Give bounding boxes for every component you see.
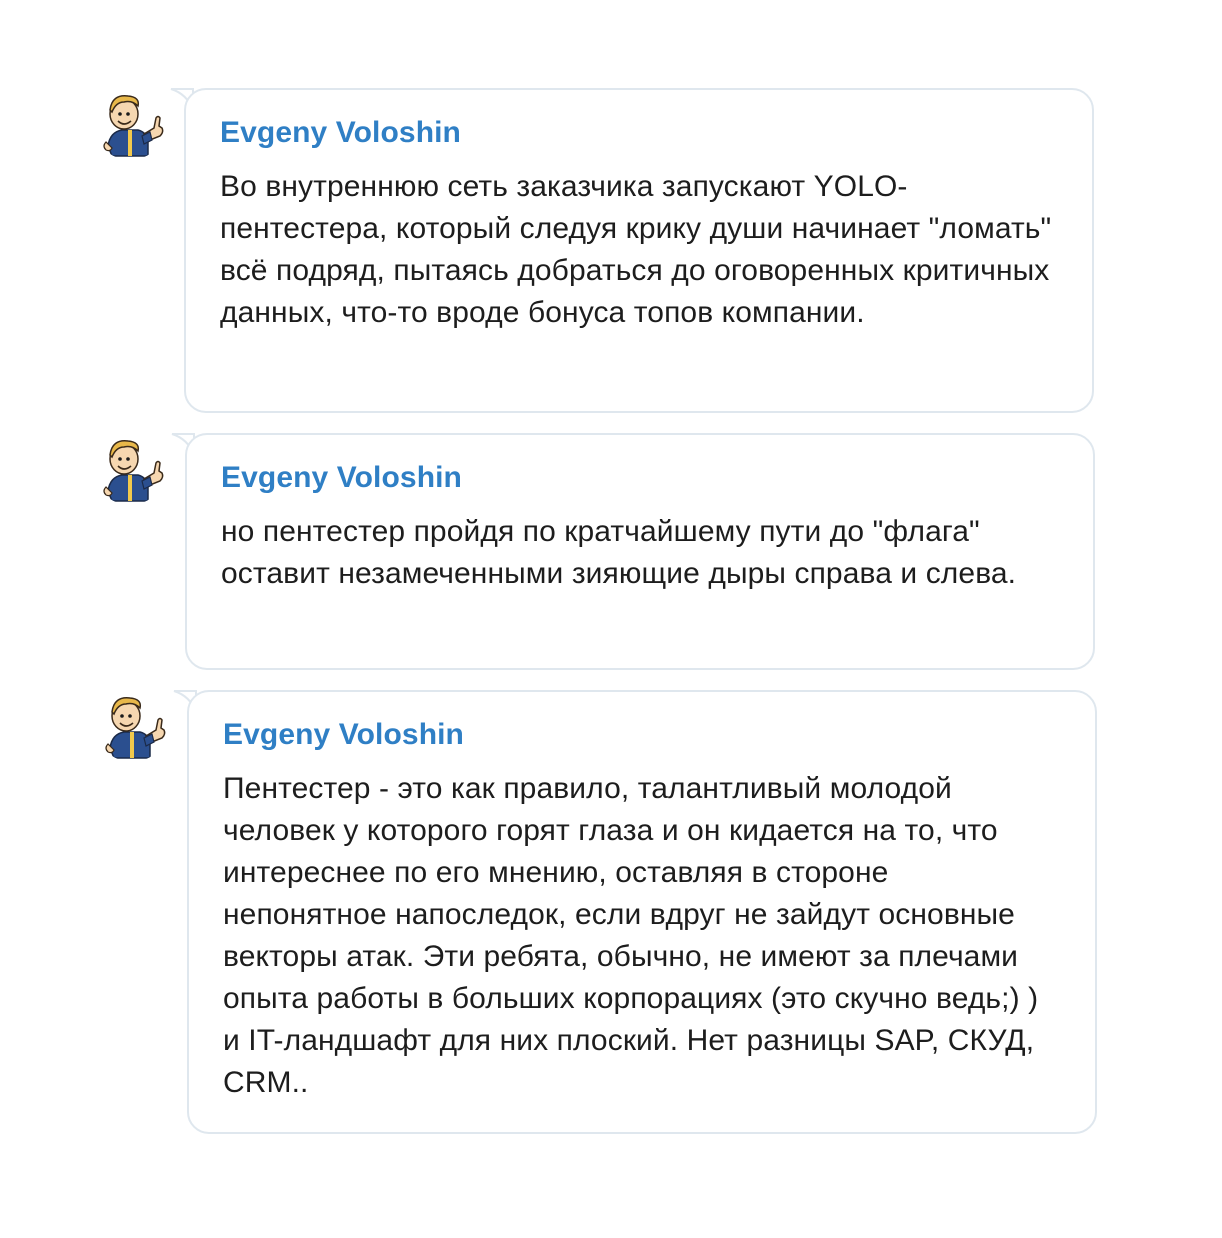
message-text: Пентестер - это как правило, талантливый молодой человек у которого горят глаза и он кидается на то, что интереснее по его мнению, оставляя в стороне непонятное напоследок, если вдруг не зайдут основные векторы атак. Эти ребята, обычно, не имеют за плечами опыта работы в больших корпорациях (это скучно ведь;) ) и IT-ландшафт для них плоский. Нет разницы SAP, СКУД, CRM.. <box>223 772 1039 1099</box>
avatar[interactable] <box>94 433 166 505</box>
message-bubble <box>184 88 1094 413</box>
message-text: Во внутреннюю сеть заказчика запускают YOLO-пентестера, который следуя крику души начинает "ломать" всё подряд, пытаясь добраться до оговоренных критичных данных, что-то вроде бонуса топов компании. <box>220 170 1052 329</box>
vault-boy-thumbs-up-icon <box>96 690 168 762</box>
message-bubble <box>185 433 1095 670</box>
message-text: но пентестер пройдя по кратчайшему пути до "флага" оставит незамеченными зияющие дыры справа и слева. <box>221 515 1017 590</box>
avatar[interactable] <box>94 88 166 160</box>
message-author[interactable]: Evgeny Voloshin <box>223 718 464 751</box>
message-author[interactable]: Evgeny Voloshin <box>220 116 461 149</box>
vault-boy-thumbs-up-icon <box>94 88 166 160</box>
vault-boy-thumbs-up-icon <box>94 433 166 505</box>
message-author[interactable]: Evgeny Voloshin <box>221 461 462 494</box>
avatar[interactable] <box>96 690 168 762</box>
message-bubble <box>187 690 1097 1134</box>
